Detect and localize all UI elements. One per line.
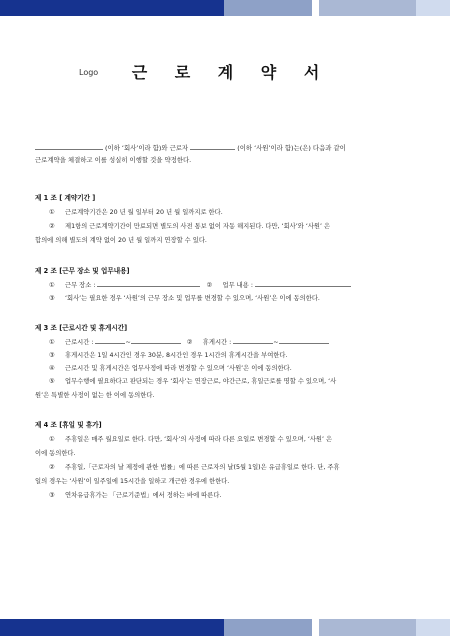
document-title: 근 로 계 약 서	[131, 63, 331, 82]
section-1-continuation: 합의에 의해 별도의 계약 없이 20 년 월 일까지 연장할 수 있다.	[35, 237, 207, 244]
section-3-continuation: 원’은 특별한 사정이 없는 한 이에 동의한다.	[35, 392, 155, 399]
section-4-continuation-2: 일의 경우는 ‘사원’이 일주일에 15시간을 일하고 개근한 경우에 한한다.	[35, 478, 230, 485]
bar-segment-lightest	[416, 0, 450, 16]
section-1-item-2: ② 제1항의 근로계약기간이 만료되면 별도의 사전 통보 없이 자동 해지된다. 다만, ‘회사’와 ‘사원’ 은	[49, 223, 331, 230]
footer-color-bar	[0, 619, 450, 636]
rest-time-start-blank[interactable]	[233, 337, 273, 344]
bar-segment-mid	[224, 0, 312, 16]
section-3-title: 제 3 조 [근로시간 및 휴게시간]	[35, 324, 128, 332]
intro-part-2: (이하 ‘사원’이라 함)는(은) 다음과 같이	[237, 144, 346, 152]
header-color-bar	[0, 0, 450, 16]
intro-part-1: (이하 ‘회사’이라 함)와 근로자	[105, 144, 189, 152]
intro-line-2: 근로계약을 체결하고 이를 성실히 이행할 것을 약정한다.	[35, 156, 192, 164]
intro-line-1	[35, 143, 346, 152]
section-2-item-1: ① 근무 장소 : ② 업무 내용 :	[49, 280, 351, 289]
section-4-item-3: ③ 연차유급휴가는 「근로기준법」에서 정하는 바에 따른다.	[49, 492, 222, 499]
bar-segment-gap	[312, 0, 319, 16]
work-time-start-blank[interactable]	[95, 337, 125, 344]
section-3-item-3: ③ 휴게시간은 1일 4시간인 경우 30분, 8시간인 경우 1시간의 휴게시간을 부여한다.	[49, 352, 288, 359]
section-4-continuation-1: 이에 동의한다.	[35, 450, 76, 457]
bar-segment-dark	[0, 0, 224, 16]
work-content-blank[interactable]	[255, 280, 351, 287]
logo-placeholder: Logo	[79, 68, 99, 77]
rest-time-end-blank[interactable]	[279, 337, 329, 344]
work-time-end-blank[interactable]	[131, 337, 181, 344]
bar-segment-dark	[0, 619, 224, 636]
section-3-item-4: ④ 근로시간 및 휴게시간은 업무사정에 따라 변경할 수 있으며 ‘사원’은 이에 동의한다.	[49, 365, 292, 372]
section-2-title: 제 2 조 [근무 장소 및 업무내용]	[35, 267, 130, 275]
section-4-item-1: ① 주휴일은 매주 월요일로 한다. 다만, ‘회사’의 사정에 따라 다른 요일로 변경할 수 있으며, ‘사원’ 은	[49, 436, 333, 443]
bar-segment-gap	[312, 619, 319, 636]
section-1-title: 제 1 조 [ 계약기간 ]	[35, 194, 96, 202]
work-place-blank[interactable]	[97, 280, 200, 287]
company-blank[interactable]	[35, 143, 103, 150]
section-2-item-2: ③ ‘회사’는 필요한 경우 ‘사원’의 근무 장소 및 업무를 변경할 수 있으며, ‘사원’은 이에 동의한다.	[49, 295, 320, 302]
bar-segment-light	[319, 0, 416, 16]
bar-segment-mid	[224, 619, 312, 636]
bar-segment-lightest	[416, 619, 450, 636]
employee-blank[interactable]	[190, 143, 235, 150]
section-4-title: 제 4 조 [휴일 및 휴가]	[35, 421, 102, 429]
section-3-item-1: ① 근로시간 : ~ ② 휴게시간 : ~	[49, 337, 329, 346]
section-3-item-5: ⑤ 업무수행에 필요하다고 판단되는 경우 ‘회사’는 연장근로, 야간근로, 휴일근로를 명할 수 있으며, ‘사	[49, 378, 337, 385]
bar-segment-light	[319, 619, 416, 636]
section-1-item-1: ① 근로계약기간은 20 년 월 일부터 20 년 월 일까지로 한다.	[49, 209, 223, 216]
section-4-item-2: ② 주휴일,「근로자의 날 제정에 관한 법률」에 따른 근로자의 날(5월 1일)은 유급휴일로 한다. 단, 주휴	[49, 464, 340, 471]
